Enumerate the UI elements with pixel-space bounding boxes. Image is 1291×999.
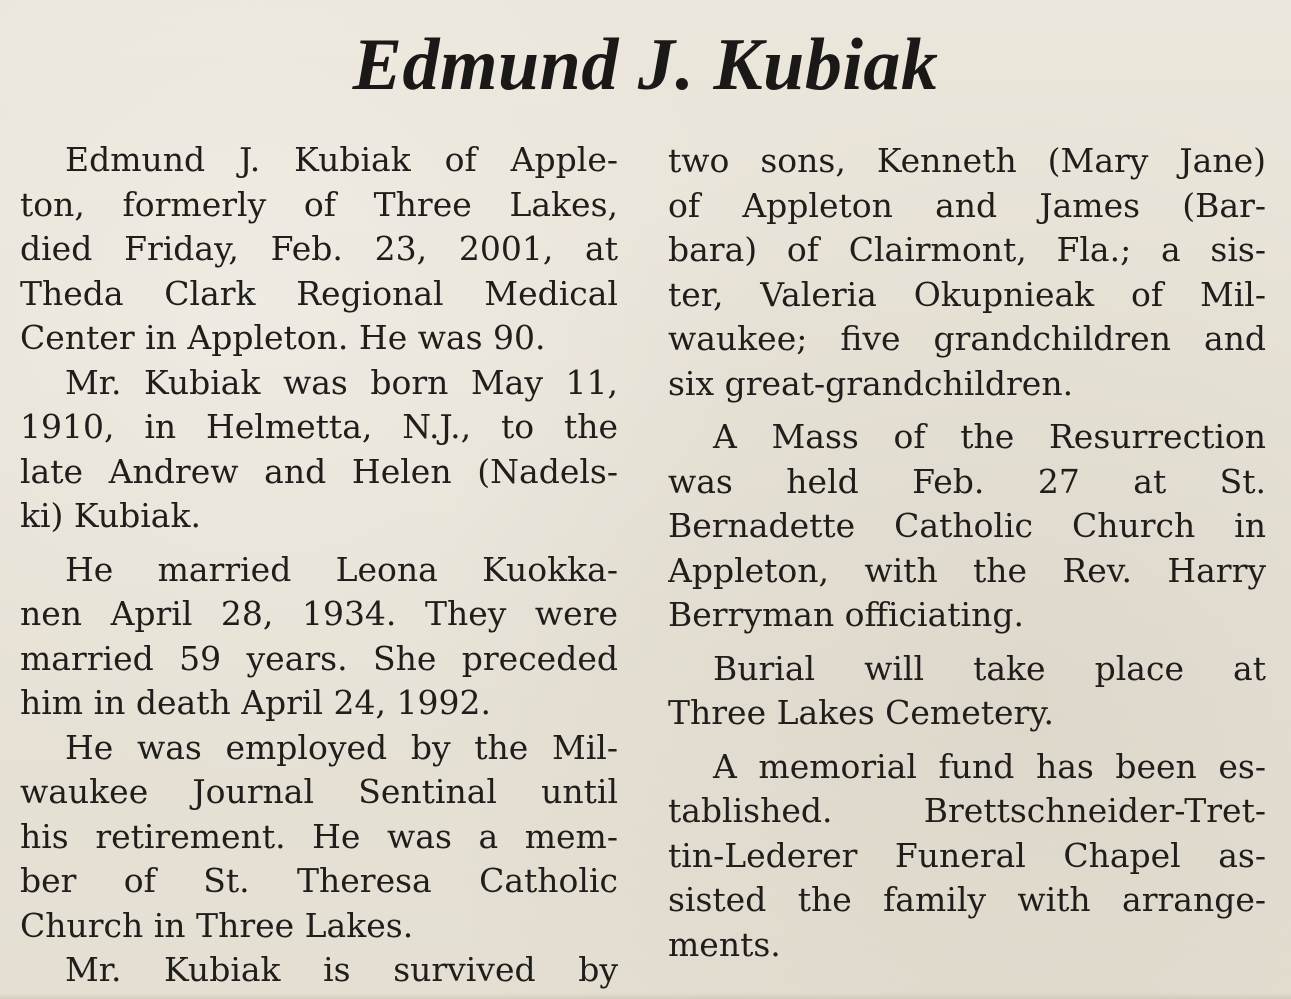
text-line: ments. — [668, 924, 781, 964]
text-line: Appleton, with the Rev. Harry — [668, 550, 1266, 590]
text-line: him in death April 24, 1992. — [20, 683, 491, 722]
text-line: 1910, in Helmetta, N.J., to the — [20, 407, 618, 446]
text-line: waukee Journal Sentinal until — [20, 772, 618, 811]
paragraph-gap — [668, 736, 1266, 745]
paragraph-gap — [668, 406, 1266, 415]
paper-edge — [0, 993, 1291, 999]
paragraph-gap — [20, 539, 618, 548]
text-line: Mr. Kubiak is survived by — [65, 950, 618, 989]
text-line: Berryman officiating. — [668, 595, 1024, 634]
text-line: nen April 28, 1934. They were — [20, 594, 618, 633]
right-column — [668, 139, 1266, 967]
text-line: ber of St. Theresa Catholic — [20, 861, 618, 900]
text-line: sisted the family with arrange- — [668, 880, 1266, 919]
text-line: Theda Clark Regional Medical — [20, 273, 618, 313]
text-line: ton, formerly of Three Lakes, — [20, 184, 618, 224]
text-line: Edmund J. Kubiak of Apple- — [65, 140, 618, 179]
text-line: Church in Three Lakes. — [20, 905, 414, 945]
text-line: tin-Lederer Funeral Chapel as- — [668, 835, 1266, 875]
text-line: six great-grandchildren. — [668, 363, 1074, 403]
text-line: Burial will take place at — [713, 648, 1266, 688]
obituary-headline: Edmund J. Kubiak — [352, 24, 939, 106]
text-line: Three Lakes Cemetery. — [668, 693, 1055, 732]
text-line: A memorial fund has been es- — [713, 746, 1266, 786]
text-line: ter, Valeria Okupnieak of Mil- — [668, 274, 1266, 314]
text-line: late Andrew and Helen (Nadels- — [20, 451, 618, 491]
text-line: He was employed by the Mil- — [65, 727, 618, 767]
text-line: his retirement. He was a mem- — [20, 816, 618, 856]
left-column — [20, 138, 618, 993]
text-line: tablished. Brettschneider-Tret- — [668, 791, 1266, 830]
text-line: ki) Kubiak. — [20, 496, 201, 535]
text-line: died Friday, Feb. 23, 2001, at — [20, 229, 618, 268]
text-line: He married Leona Kuokka- — [65, 549, 618, 589]
paragraph-gap — [668, 638, 1266, 647]
text-line: two sons, Kenneth (Mary Jane) — [668, 141, 1266, 180]
text-line: waukee; five grandchildren and — [668, 319, 1266, 358]
text-line: married 59 years. She preceded — [20, 638, 618, 678]
text-line: bara) of Clairmont, Fla.; a sis- — [668, 230, 1266, 269]
text-line: of Appleton and James (Bar- — [668, 185, 1266, 225]
text-line: Center in Appleton. He was 90. — [20, 318, 546, 357]
text-line: was held Feb. 27 at St. — [668, 461, 1266, 501]
text-line: Mr. Kubiak was born May 11, — [65, 362, 618, 402]
text-line: Bernadette Catholic Church in — [668, 506, 1266, 545]
text-line: A Mass of the Resurrection — [713, 417, 1266, 456]
